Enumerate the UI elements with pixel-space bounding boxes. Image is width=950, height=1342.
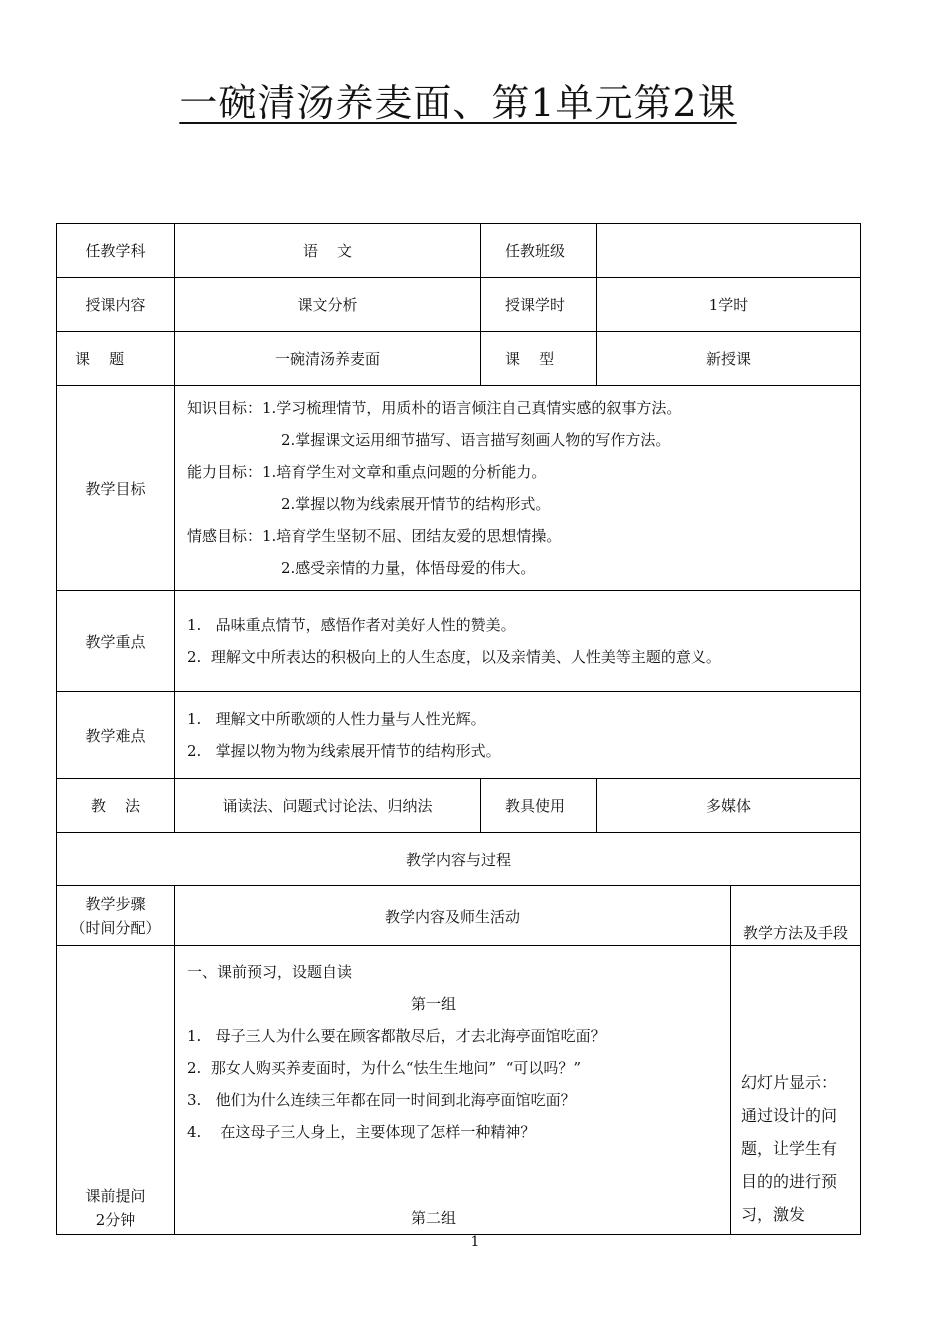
difficulties-label: 教学难点 bbox=[57, 692, 175, 779]
table-row bbox=[57, 591, 861, 692]
step-column-header bbox=[57, 886, 175, 946]
topic-value: 一碗清汤养麦面 bbox=[175, 332, 481, 386]
hours-label: 授课学时 bbox=[481, 278, 597, 332]
key-points-content bbox=[175, 591, 861, 692]
goal-line: 2.感受亲情的力量，体悟母爱的伟大。 bbox=[281, 559, 536, 577]
content-value: 课文分析 bbox=[175, 278, 481, 332]
table-row bbox=[57, 278, 861, 332]
question-item: 4. 在这母子三人身上，主要体现了怎样一种精神？ bbox=[187, 1123, 536, 1141]
content-column-header: 教学内容及师生活动 bbox=[175, 886, 731, 946]
class-value bbox=[597, 224, 861, 278]
topic-label: 课 题 bbox=[57, 332, 175, 386]
process-heading: 一、课前预习，设题自读 bbox=[187, 963, 353, 981]
step-name: 课前提问 bbox=[85, 1187, 146, 1205]
table-row bbox=[57, 779, 861, 833]
table-row bbox=[57, 332, 861, 386]
table-row bbox=[57, 946, 861, 1235]
method-description: 幻灯片显示：通过设计的问题，让学生有目的的进行预习，激发 bbox=[731, 946, 861, 1235]
table-row bbox=[57, 224, 861, 278]
tools-label: 教具使用 bbox=[481, 779, 597, 833]
lesson-plan-table bbox=[56, 223, 861, 1235]
document-title bbox=[0, 78, 916, 128]
goals-content bbox=[175, 386, 861, 591]
goal-line: 2.掌握以物为线索展开情节的结构形式。 bbox=[281, 495, 551, 513]
key-points-label: 教学重点 bbox=[57, 591, 175, 692]
goal-line: 情感目标：1.培育学生坚韧不屈、团结友爱的思想情操。 bbox=[187, 527, 562, 545]
table-row bbox=[57, 886, 861, 946]
question-item: 2. 那女人购买养麦面时，为什么“怯生生地问” “可以吗？” bbox=[187, 1059, 582, 1077]
table-row bbox=[57, 386, 861, 591]
method-label: 教 法 bbox=[57, 779, 175, 833]
content-label: 授课内容 bbox=[57, 278, 175, 332]
type-label: 课 型 bbox=[481, 332, 597, 386]
goal-line: 知识目标：1.学习梳理情节，用质朴的语言倾注自己真情实感的叙事方法。 bbox=[187, 399, 682, 417]
process-content bbox=[175, 946, 731, 1235]
spacer bbox=[187, 1148, 720, 1202]
goal-line: 2.掌握课文运用细节描写、语言描写刻画人物的写作方法。 bbox=[281, 431, 671, 449]
method-column-header: 教学方法及手段 bbox=[731, 886, 861, 946]
process-section-title: 教学内容与过程 bbox=[57, 833, 861, 886]
step-header-line: （时间分配） bbox=[70, 918, 161, 937]
page-number: 1 bbox=[470, 1234, 480, 1250]
question-item: 1. 母子三人为什么要在顾客都散尽后，才去北海亭面馆吃面？ bbox=[187, 1027, 606, 1045]
document-title-text: 一碗清汤养麦面、第1单元第2课 bbox=[179, 81, 737, 125]
table-row bbox=[57, 833, 861, 886]
list-item: 2. 理解文中所表达的积极向上的人生态度，以及亲情美、人性美等主题的意义。 bbox=[187, 648, 721, 666]
goal-line: 能力目标：1.培育学生对文章和重点问题的分析能力。 bbox=[187, 463, 547, 481]
group-title: 第二组 bbox=[410, 1209, 456, 1227]
class-label: 任教班级 bbox=[481, 224, 597, 278]
step-cell bbox=[57, 946, 175, 1235]
subject-value: 语 文 bbox=[175, 224, 481, 278]
hours-value: 1学时 bbox=[597, 278, 861, 332]
goals-label: 教学目标 bbox=[57, 386, 175, 591]
table-row bbox=[57, 692, 861, 779]
tools-value: 多媒体 bbox=[597, 779, 861, 833]
list-item: 1. 品味重点情节，感悟作者对美好人性的赞美。 bbox=[187, 616, 516, 634]
list-item: 1. 理解文中所歌颂的人性力量与人性光辉。 bbox=[187, 710, 486, 728]
difficulties-content bbox=[175, 692, 861, 779]
list-item: 2. 掌握以物为物为线索展开情节的结构形式。 bbox=[187, 742, 501, 760]
question-item: 3. 他们为什么连续三年都在同一时间到北海亭面馆吃面？ bbox=[187, 1091, 576, 1109]
method-value: 诵读法、问题式讨论法、归纳法 bbox=[175, 779, 481, 833]
group-title: 第一组 bbox=[410, 995, 456, 1013]
step-header-line: 教学步骤 bbox=[85, 894, 146, 913]
step-time: 2分钟 bbox=[95, 1211, 136, 1229]
type-value: 新授课 bbox=[597, 332, 861, 386]
subject-label: 任教学科 bbox=[57, 224, 175, 278]
